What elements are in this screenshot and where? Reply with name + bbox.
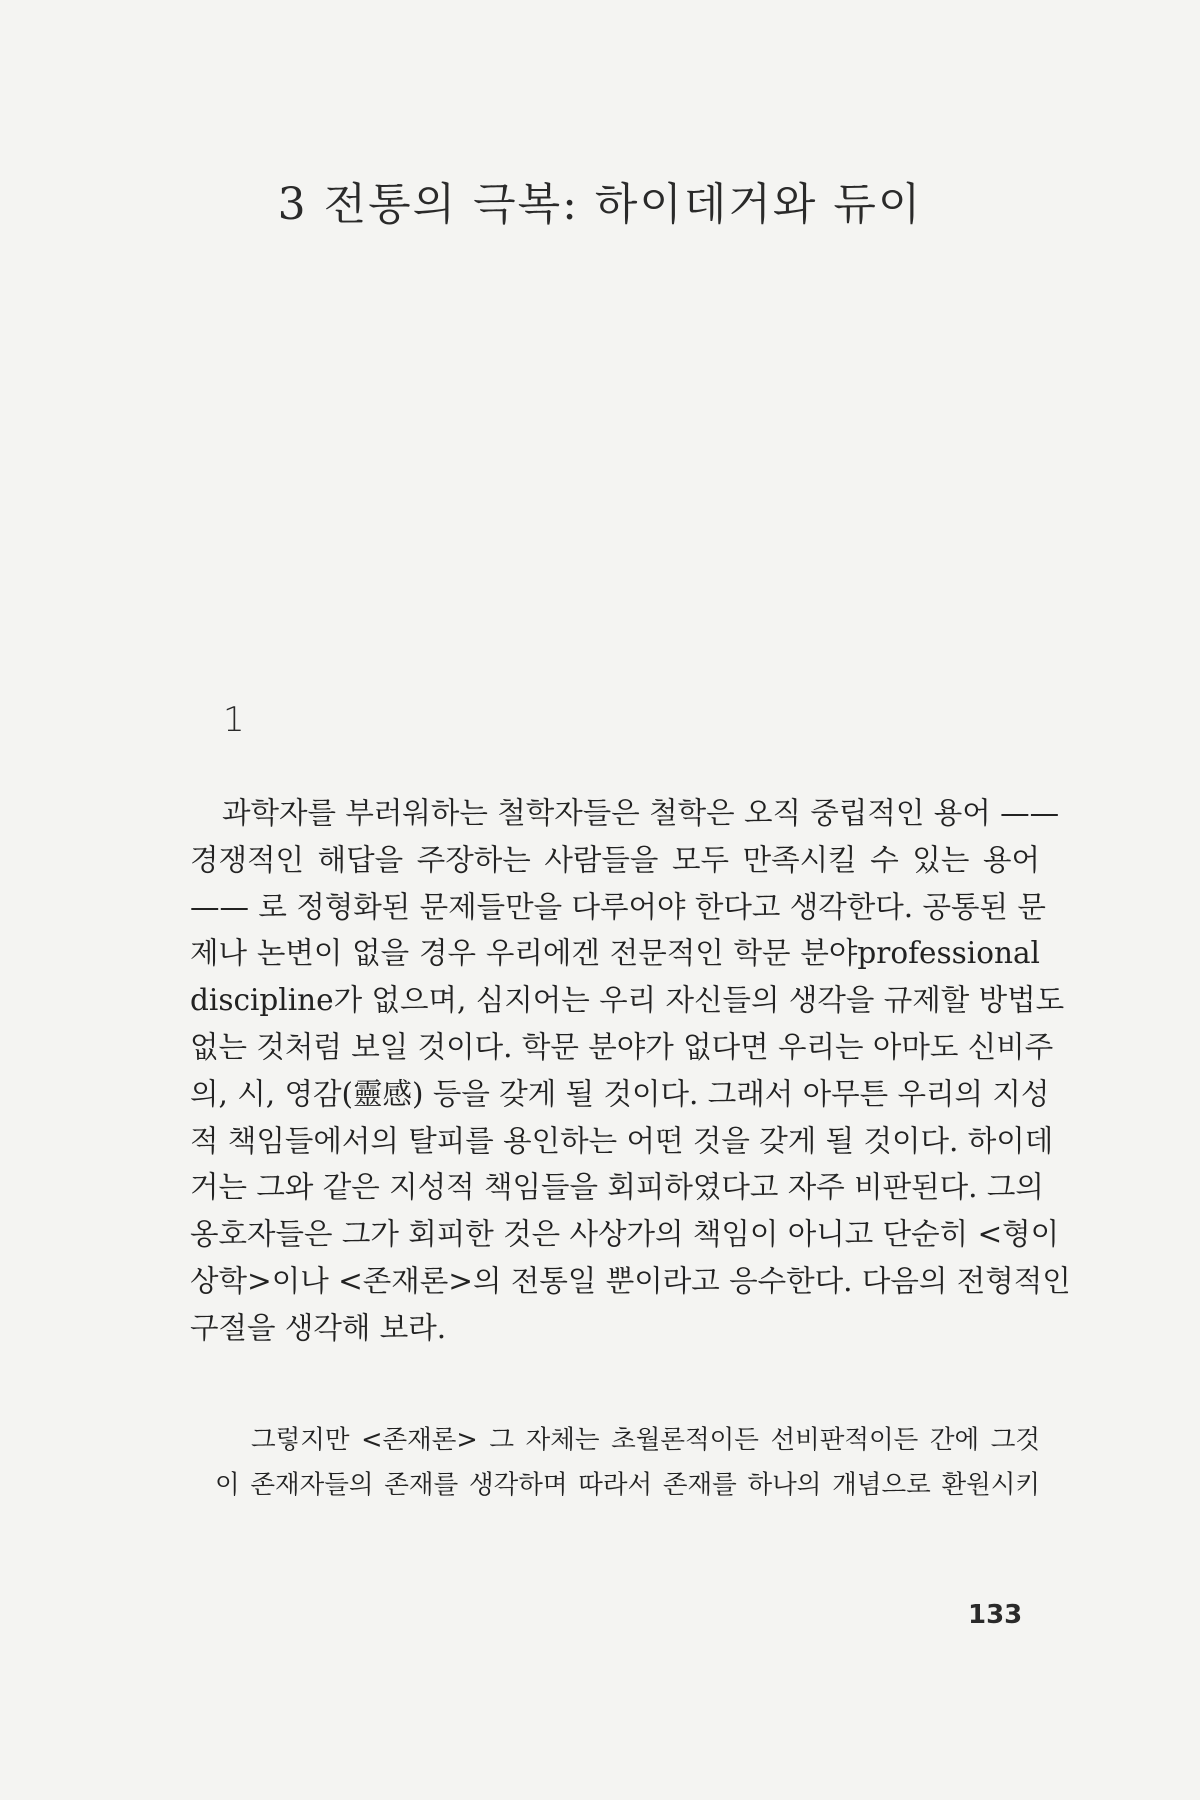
section-number: 1 — [223, 700, 245, 740]
body-line: 거는 그와 같은 지성적 책임들을 회피하였다고 자주 비판된다. 그의 — [190, 1170, 1044, 1205]
body-line: 상학>이나 <존재론>의 전통일 뿐이라고 응수한다. 다음의 전형적인 — [190, 1263, 1071, 1298]
body-line: 제나 논변이 없을 경우 우리에겐 전문적인 학문 분야professional — [190, 936, 1040, 971]
body-line: 의, 시, 영감(靈感) 등을 갖게 될 것이다. 그래서 아무튼 우리의 지성 — [190, 1076, 1050, 1111]
body-line: discipline가 없으며, 심지어는 우리 자신들의 생각을 규제할 방법도 — [190, 983, 1065, 1018]
body-line: 경쟁적인 해답을 주장하는 사람들을 모두 만족시킬 수 있는 용어 — [190, 842, 1040, 877]
body-line: —— 로 정형화된 문제들만을 다루어야 한다고 생각한다. 공통된 문 — [190, 889, 1046, 924]
body-paragraph — [190, 790, 1071, 1352]
block-quote — [215, 1418, 1040, 1508]
quote-line: 이 존재자들의 존재를 생각하며 따라서 존재를 하나의 개념으로 환원시키 — [215, 1470, 1040, 1500]
page-number: 133 — [968, 1600, 1023, 1630]
body-line: 옹호자들은 그가 회피한 것은 사상가의 책임이 아니고 단순히 <형이 — [190, 1217, 1060, 1252]
body-line: 적 책임들에서의 탈피를 용인하는 어떤 것을 갖게 될 것이다. 하이데 — [190, 1123, 1054, 1158]
quote-line: 그렇지만 <존재론> 그 자체는 초월론적이든 선비판적이든 간에 그것 — [251, 1425, 1040, 1455]
chapter-title: 3 전통의 극복: 하이데거와 듀이 — [277, 179, 923, 230]
body-line: 없는 것처럼 보일 것이다. 학문 분야가 없다면 우리는 아마도 신비주 — [190, 1029, 1054, 1064]
body-line: 구절을 생각해 보라. — [190, 1310, 447, 1345]
body-line: 과학자를 부러워하는 철학자들은 철학은 오직 중립적인 용어 —— — [222, 796, 1060, 830]
